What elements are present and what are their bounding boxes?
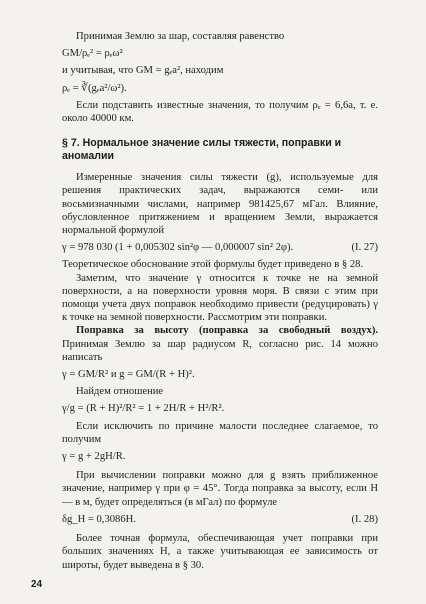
- formula: γ/g = (R + H)²/R² = 1 + 2H/R + H²/R².: [62, 403, 225, 415]
- formula: GM/ρₑ² = ρₑω²: [62, 48, 123, 60]
- formula: γ = g + 2gH/R.: [62, 451, 126, 463]
- paragraph: Если исключить по причине малости последнее слагаемое, то получим: [62, 420, 378, 445]
- paragraph: Заметим, что значение γ относится к точке не на земной поверхности, а на поверхности уровня моря. В связи с этим при помощи учета двух поправок необходимо привести (редуцировать) γ к точке на земной поверхности. Рассмотрим эти поправки.: [62, 272, 378, 324]
- section-title: § 7. Нормальное значение силы тяжести, поправки и аномалии: [62, 137, 342, 163]
- formula: γ = 978 030 (1 + 0,005302 sin²φ — 0,000007 sin² 2φ).: [62, 242, 294, 254]
- paragraph: и учитывая, что GM = gₑa², находим: [62, 65, 224, 77]
- formula: δg_H = 0,3086H.: [62, 513, 136, 525]
- numbered-formula: [62, 513, 378, 526]
- page-number: 24: [31, 579, 43, 590]
- paragraph: Принимая Землю за шар, составляя равенство: [76, 31, 285, 42]
- page-body: [62, 30, 378, 572]
- paragraph-lead: Поправка за высоту (поправка за свободный воздух).: [76, 325, 378, 337]
- paragraph: При вычислении поправки можно для g взять приближенное значение, например γ при φ = 45°. Тогда поправка за высоту, если H — в м, будет определяться (в мГал) по формуле: [62, 470, 378, 508]
- paragraph: Найдем отношение: [76, 386, 164, 398]
- equation-number: (I. 28): [351, 513, 378, 525]
- formula: ρₑ = ∛(gₑa²/ω²).: [62, 82, 127, 94]
- equation-number: (I. 27): [351, 242, 378, 254]
- paragraph: Теоретическое обоснование этой формулы будет приведено в § 28.: [62, 259, 364, 271]
- paragraph-text: Принимая Землю за шар радиусом R, согласно рис. 14 можно написать: [62, 338, 378, 363]
- paragraph: Если подставить известные значения, то получим ρₑ = 6,6a, т. е. около 40000 км.: [62, 99, 378, 125]
- paragraph: [62, 324, 378, 364]
- paragraph: Измеренные значения силы тяжести (g), используемые для решения практических задач, выражаются семи- или восьмизначными числами, например 981425,67 мГал. Влияние, обусловленное притяжением и вращением Земли, выражается нормальной формулой: [62, 172, 378, 237]
- numbered-formula: [62, 241, 378, 254]
- paragraph: Более точная формула, обеспечивающая учет поправки при больших значениях H, а также учитывающая ее зависимость от широты, будет выведена в § 30.: [62, 533, 378, 571]
- formula: γ = GM/R² и g = GM/(R + H)².: [62, 369, 195, 381]
